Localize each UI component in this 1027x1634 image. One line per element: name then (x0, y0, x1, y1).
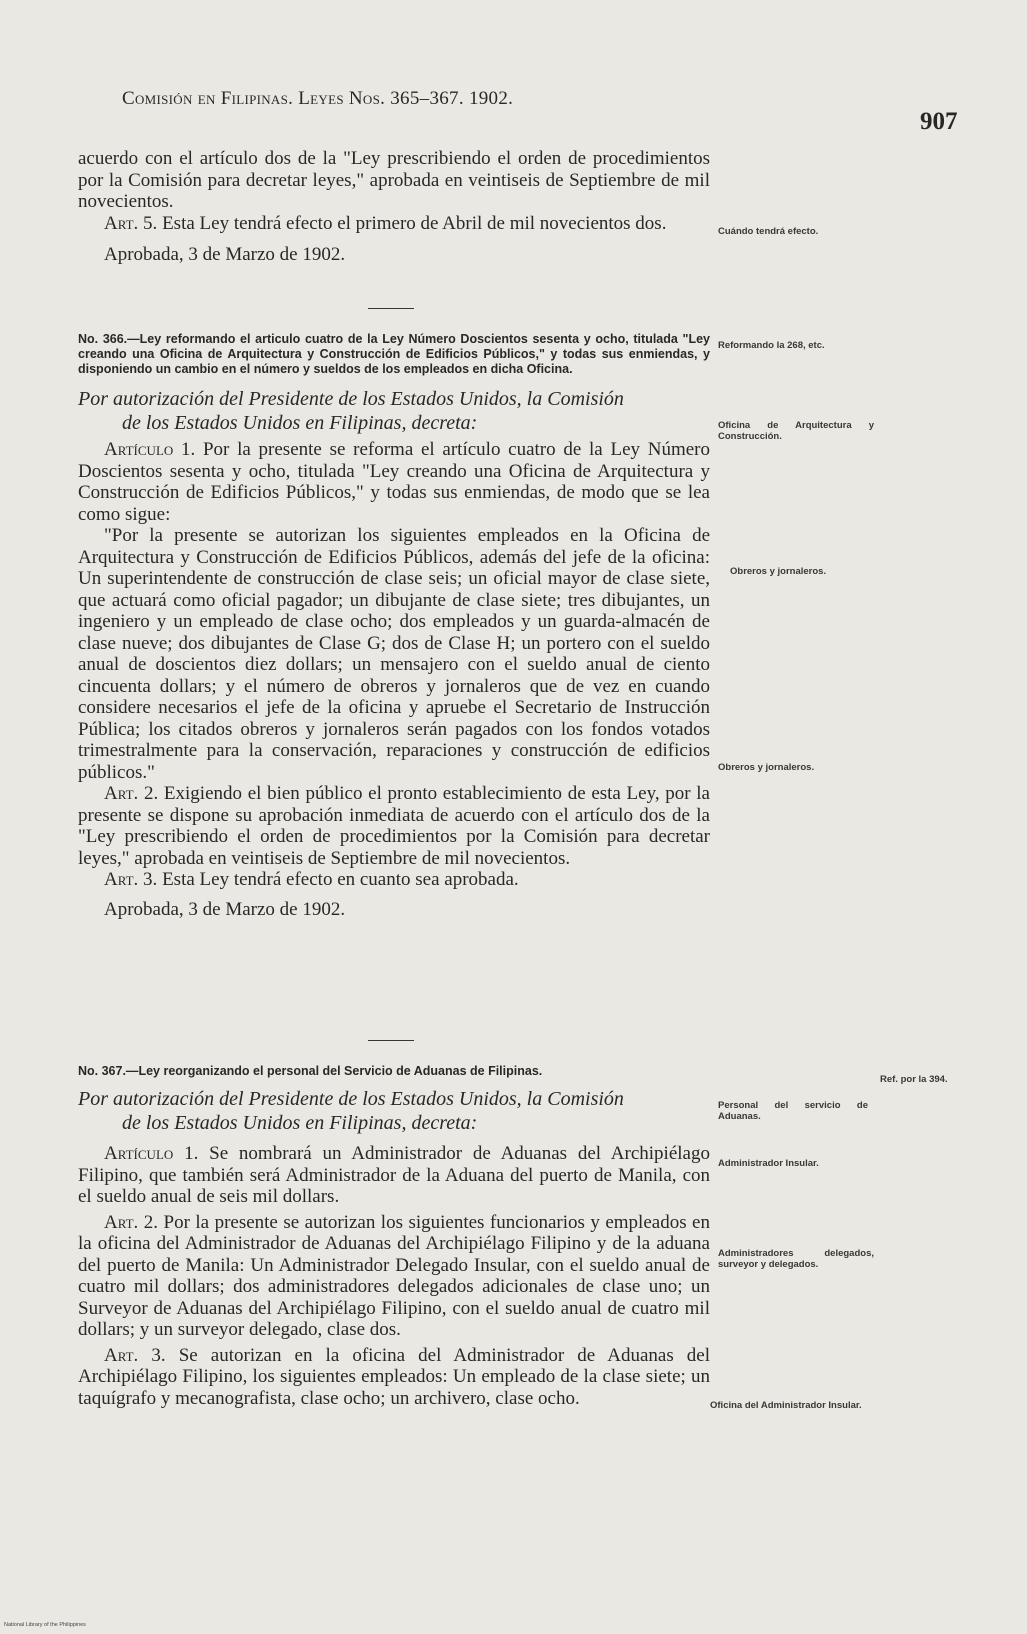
top-section (78, 148, 710, 266)
enacting-clause-line-1: Por autorización del Presidente de los Estados Unidos, la Comisión (78, 1088, 624, 1110)
margin-note: Personal del servicio de Aduanas. (718, 1100, 868, 1122)
margin-note: Oficina de Arquitectura y Construcción. (718, 420, 874, 442)
article-text: Esta Ley tendrá efecto el primero de Abril de mil novecientos dos. (162, 212, 667, 234)
article-label: Art. 2. (104, 783, 159, 804)
margin-note: Ref. por la 394. (880, 1074, 948, 1085)
article-2 (78, 1212, 710, 1341)
margin-note: Administradores delegados, surveyor y delegados. (718, 1248, 874, 1270)
margin-note: Reformando la 268, etc. (718, 340, 825, 351)
law-number: No. 366.— (78, 332, 140, 346)
page-number: 907 (920, 108, 958, 135)
article-label: Artículo 1. (104, 1143, 199, 1164)
law-title: Ley reorganizando el personal del Servicio de Aduanas de Filipinas. (138, 1064, 543, 1078)
article-5 (78, 213, 710, 235)
law-title: Ley reformando el articulo cuatro de la Ley Número Doscientos sesenta y ocho, titulada "Ley creando una Oficina de Arquitectura y Construcción de Edificios Públicos," y todas sus enmiendas, y disponiendo un cambio en el número y sueldos de los empleados en dicha Oficina. (78, 332, 711, 376)
enacting-clause-line-2: de los Estados Unidos en Filipinas, decreta: (122, 1112, 478, 1134)
section-divider (368, 308, 414, 309)
article-text: Esta Ley tendrá efecto en cuanto sea aprobada. (162, 869, 519, 890)
law-367 (78, 1064, 710, 1409)
section-divider (368, 1040, 414, 1041)
law-number: No. 367.— (78, 1064, 139, 1078)
margin-note: Cuándo tendrá efecto. (718, 226, 819, 237)
margin-note: Obreros y jornaleros. (730, 566, 827, 577)
article-label: Art. 3. (104, 869, 158, 890)
article-text: Por la presente se reforma el artículo cuatro de la Ley Número Doscientos sesenta y ocho, titulada "Ley creando una Oficina de Arquitectura y Construcción de Edificios Públicos," y todas sus enmiendas, de modo que se lea como sigue: (78, 439, 710, 525)
approval-date: Aprobada, 3 de Marzo de 1902. (104, 898, 346, 920)
article-text: Se nombrará un Administrador de Aduanas del Archipiélago Filipino, que también será Administrador de la Aduana del puerto de Manila, con el sueldo anual de seis mil dollars. (78, 1143, 710, 1207)
margin-note: Administrador Insular. (718, 1158, 819, 1169)
article-1 (78, 439, 710, 525)
enacting-clause-line-2: de los Estados Unidos en Filipinas, decreta: (122, 412, 478, 434)
quoted-provision: "Por la presente se autorizan los siguientes empleados en la Oficina de Arquitectura y Construcción de Edificios Públicos, además del jefe de la oficina: Un superintendente de construcción de clase seis; un oficial mayor de clase siete, que actuará como oficial pagador; un dibujante de clase siete; tres dibujantes, un ingeniero y un empleado de clase ocho; dos empleados y un guarda-almacén de clase nueve; dos dibujantes de Clase G; dos de Clase H; un portero con el sueldo anual de doscientos diez dollars; un mensajero con el sueldo anual de ciento cincuenta dollars; y el número de obreros y jornaleros que de vez en cuando considere necesarios el jefe de la oficina y apruebe el Secretario de Instrucción Pública; los citados obreros y jornaleros serán pagados con los fondos votados trimestralmente para la conservación, reparaciones y construcción de edificios públicos." (78, 525, 710, 783)
article-label: Art. 5. (104, 212, 158, 234)
enacting-clause (78, 1087, 710, 1135)
article-text: Por la presente se autorizan los siguientes funcionarios y empleados en la oficina del Administrador de Aduanas del Archipiélago Filipino y de la aduana del puerto de Manila: Un Administrador Delegado Insular, con el sueldo anual de cuatro mil dollars; dos administradores delegados adicionales de clase uno; un Surveyor de Aduanas del Archipiélago Filipino, con el sueldo anual de cuatro mil dollars; y un surveyor delegado, clase dos. (78, 1211, 710, 1340)
article-label: Artículo 1. (104, 439, 196, 460)
continuation-paragraph: acuerdo con el artículo dos de la "Ley prescribiendo el orden de procedimientos por la Comisión para decretar leyes," aprobada en veintiseis de Septiembre de mil novecientos. (78, 148, 710, 212)
approval-date: Aprobada, 3 de Marzo de 1902. (104, 244, 346, 265)
law-366 (78, 332, 710, 920)
article-text: Se autorizan en la oficina del Administrador de Aduanas del Archipiélago Filipino, los siguientes empleados: Un empleado de la clase siete; un taquígrafo y mecanografista, clase ocho; un archivero, clase ocho. (78, 1344, 710, 1409)
article-label: Art. 2. (104, 1211, 159, 1233)
margin-note: Oficina del Administrador Insular. (710, 1400, 862, 1411)
article-3 (78, 869, 710, 891)
article-text: Exigiendo el bien público el pronto establecimiento de esta Ley, por la presente se dispone su aprobación inmediata de acuerdo con el artículo dos de la "Ley prescribiendo el orden de procedimientos por la Comisión para decretar leyes," aprobada en veintiseis de Septiembre de mil novecientos. (78, 783, 710, 869)
law-heading (78, 332, 710, 377)
margin-note: Obreros y jornaleros. (718, 762, 815, 773)
article-2 (78, 783, 710, 869)
enacting-clause-line-1: Por autorización del Presidente de los Estados Unidos, la Comisión (78, 388, 624, 410)
article-1 (78, 1143, 710, 1208)
enacting-clause (78, 387, 710, 435)
law-heading (78, 1064, 710, 1079)
article-3 (78, 1345, 710, 1410)
article-label: Art. 3. (104, 1344, 166, 1366)
running-head: Comisión en Filipinas. Leyes Nos. 365–367. 1902. (122, 88, 514, 109)
scan-credit: National Library of the Philippines (4, 1622, 86, 1628)
